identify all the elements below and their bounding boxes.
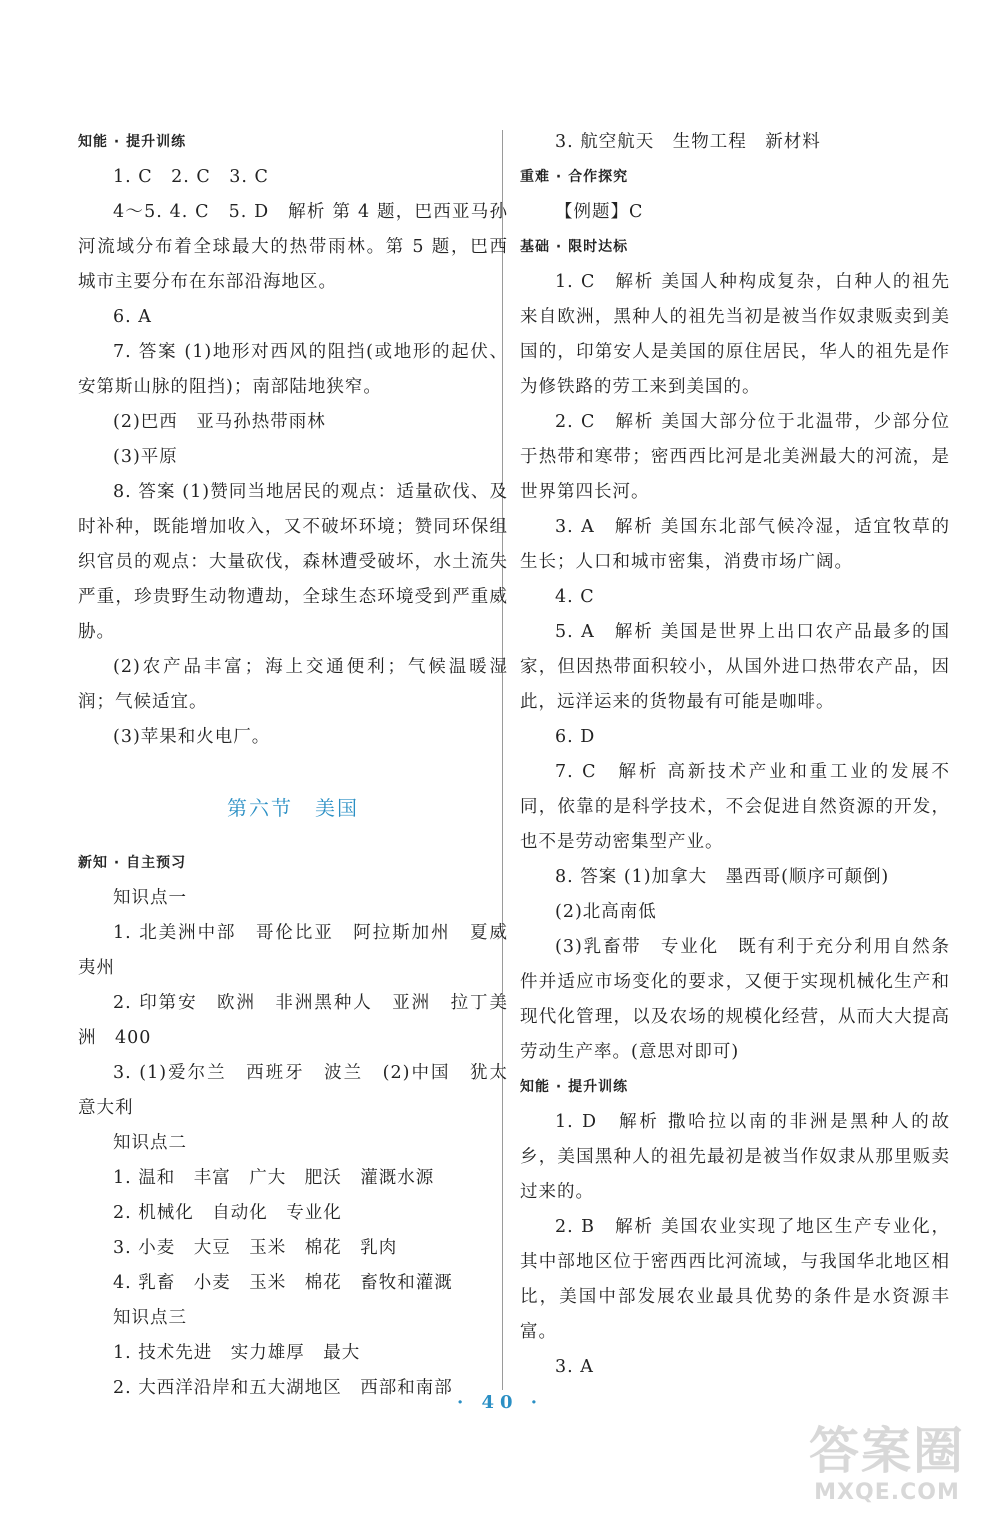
answer-line: 6. A — [113, 307, 152, 327]
section-heading-preview: 新知 · 自主预习 — [78, 855, 187, 871]
knowledge-point-title: 知识点三 — [113, 1308, 187, 1328]
example-answer: 【例题】C — [555, 202, 644, 222]
answer-line: 8. 答案 (1)加拿大 墨西哥(顺序可颠倒) — [555, 867, 890, 887]
watermark-title: 答案圈 — [809, 1422, 965, 1480]
answer-line: (3)平原 — [113, 447, 178, 467]
answer-line: 2. 印第安 欧洲 非洲黑种人 亚洲 拉丁美洲 400 — [78, 993, 508, 1048]
answer-line: (2)农产品丰富；海上交通便利；气候温暖湿润；气候适宜。 — [78, 657, 508, 712]
answer-line: 4～5. 4. C 5. D 解析 第 4 题，巴西亚马孙河流域分布着全球最大的热带雨林。第 5 题，巴西城市主要分布在东部沿海地区。 — [78, 202, 508, 292]
knowledge-point-title: 知识点一 — [113, 888, 187, 908]
answer-line: 4. C — [555, 587, 595, 607]
knowledge-point-title: 知识点二 — [113, 1133, 187, 1153]
answer-line: 1. 北美洲中部 哥伦比亚 阿拉斯加州 夏威夷州 — [78, 923, 508, 978]
answer-line: 7. 答案 (1)地形对西风的阻挡(或地形的起伏、安第斯山脉的阻挡)；南部陆地狭窄。 — [78, 342, 508, 397]
answer-line: 4. 乳畜 小麦 玉米 棉花 畜牧和灌溉 — [113, 1273, 453, 1293]
answer-line: 1. C 解析 美国人种构成复杂，白种人的祖先来自欧洲，黑种人的祖先当初是被当作奴隶贩卖到美国的，印第安人是美国的原住居民，华人的祖先是作为修铁路的劳工来到美国的。 — [520, 272, 950, 397]
section-heading-training: 知能 · 提升训练 — [78, 134, 187, 150]
answer-line: (2)北高南低 — [555, 902, 657, 922]
answer-line: (2)巴西 亚马孙热带雨林 — [113, 412, 326, 432]
answer-line: 3. (1)爱尔兰 西班牙 波兰 (2)中国 犹太 意大利 — [78, 1063, 527, 1118]
answer-line: 2. 大西洋沿岸和五大湖地区 西部和南部 — [113, 1378, 453, 1398]
answer-line: 8. 答案 (1)赞同当地居民的观点：适量砍伐、及时补种，既能增加收入，又不破坏环境；赞同环保组织官员的观点：大量砍伐，森林遭受破坏，水土流失严重，珍贵野生动物遭劫，全球生态环境受到严重威胁。 — [78, 482, 508, 642]
right-column — [520, 125, 950, 1385]
page-number: · 40 · — [456, 1392, 544, 1413]
answer-line: 3. 小麦 大豆 玉米 棉花 乳肉 — [113, 1238, 398, 1258]
answer-line: 6. D — [555, 727, 596, 747]
answer-line: 3. A — [555, 1357, 594, 1377]
answer-line: 2. C 解析 美国大部分位于北温带，少部分位于热带和寒带；密西西比河是北美洲最大的河流，是世界第四长河。 — [520, 412, 950, 502]
answer-line: 2. B 解析 美国农业实现了地区生产专业化，其中部地区位于密西西比河流域，与我国华北地区相比，美国中部发展农业最具优势的条件是水资源丰富。 — [520, 1217, 950, 1342]
answer-line: 3. 航空航天 生物工程 新材料 — [555, 132, 821, 152]
answer-line: (3)乳畜带 专业化 既有利于充分利用自然条件并适应市场变化的要求，又便于实现机械化生产和现代化管理，以及农场的规模化经营，从而大大提高劳动生产率。(意思对即可) — [520, 937, 950, 1062]
left-column — [78, 125, 527, 1406]
answer-line: 7. C 解析 高新技术产业和重工业的发展不同，依靠的是科学技术，不会促进自然资源的开发，也不是劳动密集型产业。 — [520, 762, 950, 852]
section-heading-cooperation: 重难 · 合作探究 — [520, 169, 629, 185]
answer-line: 1. D 解析 撒哈拉以南的非洲是黑种人的故乡，美国黑种人的祖先最初是被当作奴隶从那里贩卖过来的。 — [520, 1112, 950, 1202]
answer-line: 1. C 2. C 3. C — [113, 167, 269, 187]
section-heading-basic: 基础 · 限时达标 — [520, 239, 629, 255]
answer-line: 5. A 解析 美国是世界上出口农产品最多的国家，但因热带面积较小，从国外进口热带农产品，因此，远洋运来的货物最有可能是咖啡。 — [520, 622, 950, 712]
watermark-url: MXQE.COM — [814, 1480, 960, 1505]
section-title: 第六节 美国 — [227, 796, 359, 820]
section-heading-training: 知能 · 提升训练 — [520, 1079, 629, 1095]
answer-line: 1. 技术先进 实力雄厚 最大 — [113, 1343, 361, 1363]
answer-line: (3)苹果和火电厂。 — [113, 727, 271, 747]
answer-line: 3. A 解析 美国东北部气候冷湿，适宜牧草的生长；人口和城市密集，消费市场广阔。 — [520, 517, 950, 572]
answer-line: 1. 温和 丰富 广大 肥沃 灌溉水源 — [113, 1168, 435, 1188]
watermark-logo — [792, 1422, 982, 1512]
answer-line: 2. 机械化 自动化 专业化 — [113, 1203, 342, 1223]
